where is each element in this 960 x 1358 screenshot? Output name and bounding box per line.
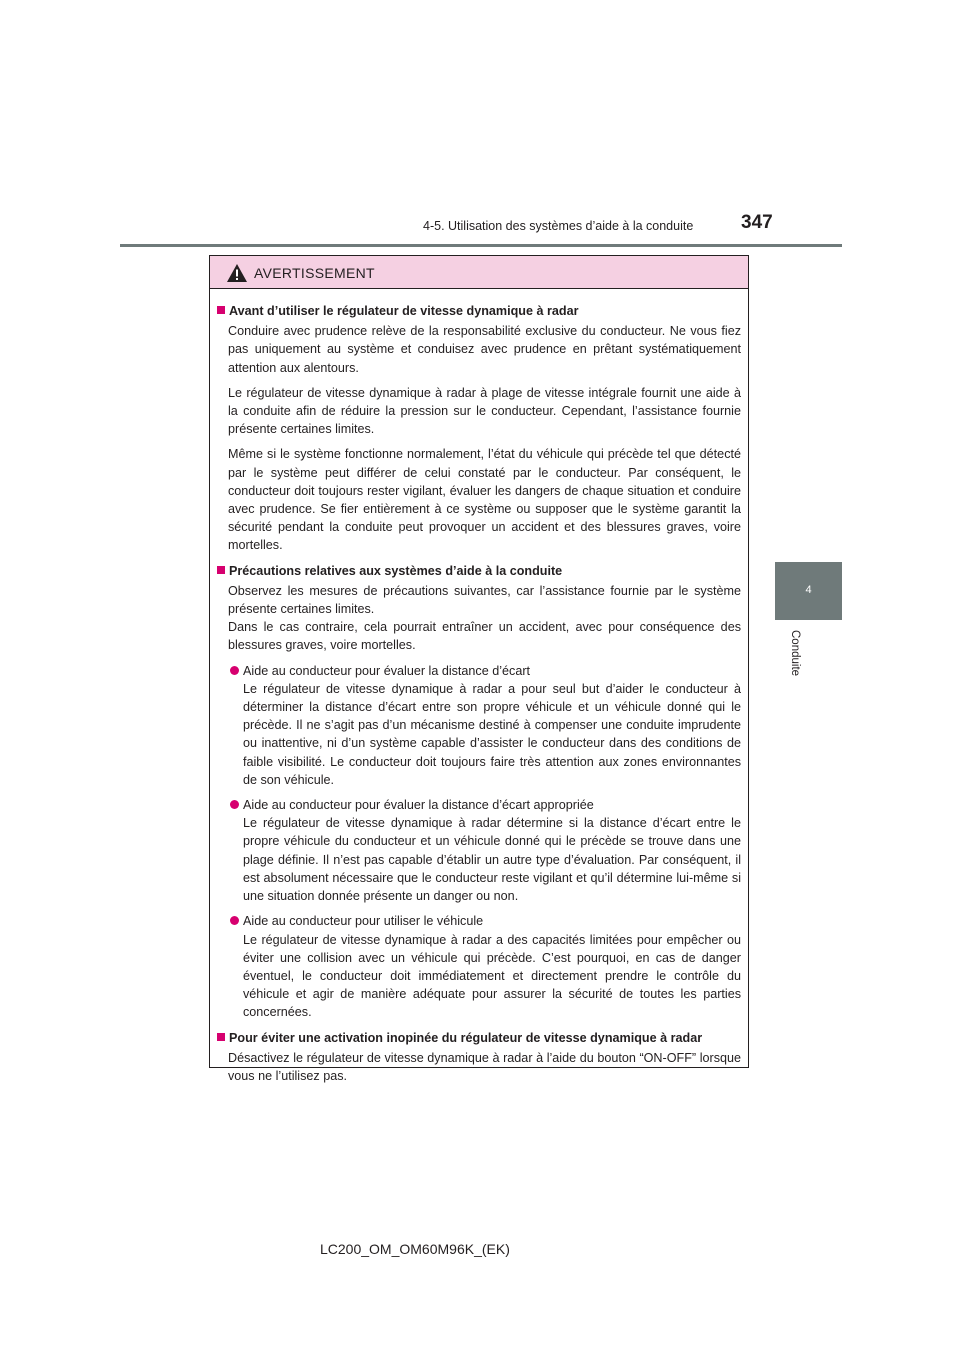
list-item	[243, 912, 741, 1021]
paragraph: Conduire avec prudence relève de la responsabilité exclusive du conducteur. Ne vous fiez pas uniquement au système et conduisez avec prudence en prêtant systématiquement attention aux alentours.	[228, 324, 741, 375]
warning-triangle-icon	[227, 264, 247, 282]
header-rule	[120, 244, 842, 247]
circle-bullet-icon	[230, 916, 239, 925]
list-item-text: Le régulateur de vitesse dynamique à radar détermine si la distance d’écart entre le propre véhicule du conducteur et un véhicule donné qui le précède se trouve dans une plage définie. Il n’est pas capable d’établir un autre type d’évaluation. Par conséquent, il est absolument nécessaire que le conducteur reste vigilant et qu’il détermine lui-même si une situation donnée présente un danger ou non.	[243, 816, 741, 904]
section-heading	[217, 302, 741, 320]
page-number: 347	[741, 212, 773, 233]
list-item-title: Aide au conducteur pour évaluer la distance d’écart appropriée	[243, 798, 594, 813]
list-item	[243, 662, 741, 789]
paragraph: Observez les mesures de précautions suivantes, car l’assistance fournie par le système présente certaines limites.	[228, 583, 741, 617]
warning-header	[210, 256, 748, 289]
paragraph: Désactivez le régulateur de vitesse dynamique à radar à l’aide du bouton “ON-OFF” lorsque vous ne l’utilisez pas.	[228, 1050, 741, 1083]
square-bullet-icon	[217, 1033, 225, 1041]
list-item-title: Aide au conducteur pour utiliser le véhicule	[243, 914, 484, 929]
section-heading-text: Avant d’utiliser le régulateur de vitesse dynamique à radar	[229, 304, 579, 318]
circle-bullet-icon	[230, 666, 239, 675]
list-item-title: Aide au conducteur pour évaluer la distance d’écart	[243, 663, 531, 678]
warning-box	[209, 255, 749, 1083]
warning-title: AVERTISSEMENT	[254, 265, 375, 281]
chapter-label: Conduite	[789, 630, 801, 677]
square-bullet-icon	[217, 566, 225, 574]
list-item-text: Le régulateur de vitesse dynamique à radar a des capacités limitées pour empêcher ou éviter une collision avec un véhicule qui précède. C’est pourquoi, en cas de danger éventuel, le conducteur doit immédiatement et directement prendre le contrôle du véhicule et agir de manière adéquate pour assurer la sécurité de toutes les parties concernées.	[243, 932, 741, 1020]
section-heading	[217, 1029, 741, 1047]
paragraph: Le régulateur de vitesse dynamique à radar à plage de vitesse intégrale fournit une aide à la conduite afin de réduire la pression sur le conducteur. Cependant, l’assistance fournie présente certaines limites.	[228, 385, 741, 437]
chapter-tab	[775, 562, 842, 620]
section-heading-text: Pour éviter une activation inopinée du régulateur de vitesse dynamique à radar	[229, 1030, 703, 1045]
square-bullet-icon	[217, 306, 225, 314]
list-item	[243, 796, 741, 905]
paragraph: Même si le système fonctionne normalement, l’état du véhicule qui précède tel que détecté par le système peut différer de celui constaté par le conducteur. Par conséquent, le conducteur doit toujours rester vigilant, évaluer les dangers de chaque situation et conduire avec prudence. Se fier entièrement à ce système ou supposer que le système garantit la sécurité pendant la conduite peut provoquer un accident et des blessures graves, voire mortelles.	[228, 447, 741, 553]
header-section-title: 4-5. Utilisation des systèmes d’aide à la conduite	[423, 219, 694, 233]
section-heading	[217, 562, 741, 580]
footer-document-code: LC200_OM_OM60M96K_(EK)	[320, 1241, 510, 1257]
warning-body	[210, 289, 748, 1085]
chapter-number: 4	[805, 584, 812, 596]
circle-bullet-icon	[230, 800, 239, 809]
paragraph: Dans le cas contraire, cela pourrait entraîner un accident, avec pour conséquence des blessures graves, voire mortelles.	[228, 620, 741, 653]
list-item-text: Le régulateur de vitesse dynamique à radar a pour seul but d’aider le conducteur à déterminer la distance d’écart entre son propre véhicule et un véhicule donné qui le précède. Il ne s’agit pas d’un mécanisme destiné à compenser une conduite imprudente ou inattentive, ni d’un système capable d’assister le conducteur dans des conditions de faible visibilité. Le conducteur doit toujours faire très attention aux zones environnantes de son véhicule.	[243, 681, 741, 787]
section-heading-text: Précautions relatives aux systèmes d’aide à la conduite	[229, 563, 563, 578]
